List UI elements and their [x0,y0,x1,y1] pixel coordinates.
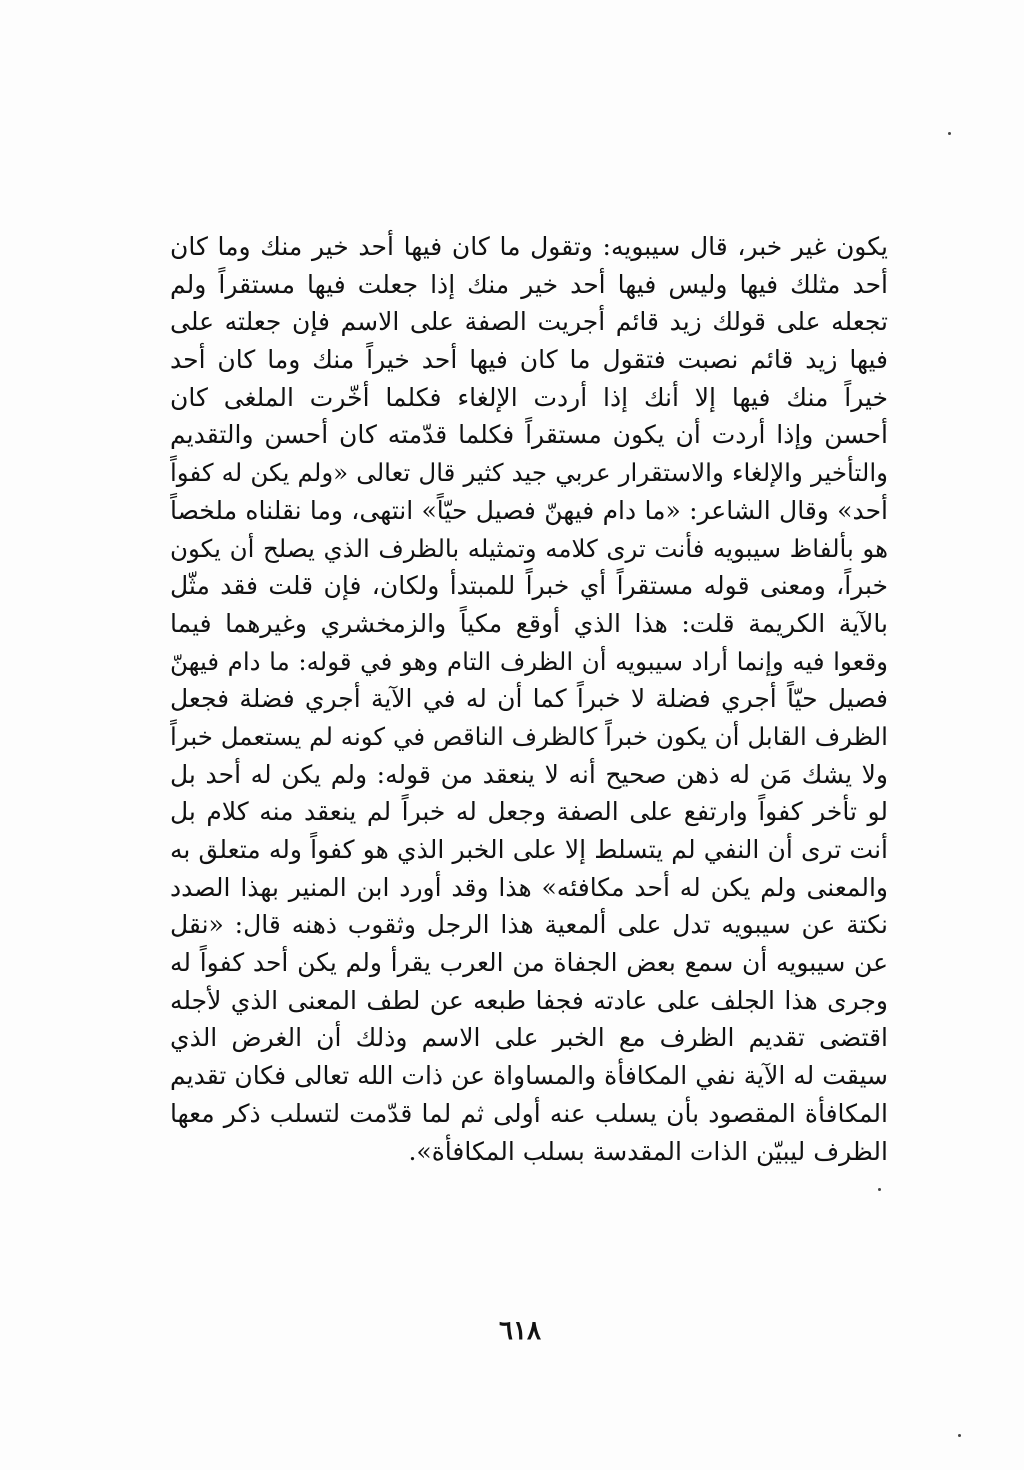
page-number: ٦١٨ [499,1316,541,1346]
scan-speck [878,1188,881,1191]
text-line: ولا يشك مَن له ذهن صحيح أنه لا ينعقد من قوله: ولم يكن له أحد بل [170,759,888,789]
body-text [170,228,888,1170]
text-line: أحد» وقال الشاعر: «ما دام فيهنّ فصيل حيّاً» انتهى، وما نقلناه ملخصاً [170,495,888,525]
text-line: سيقت له الآية نفي المكافأة والمساواة عن ذات الله تعالى فكان تقديم [170,1061,888,1091]
text-line: يكون غير خبر، قال سيبويه: وتقول ما كان فيها أحد خير منك وما كان [170,232,888,261]
text-line: عن سيبويه أن سمع بعض الجفاة من العرب يقرأ ولم يكن أحد كفواً له [170,948,888,978]
text-line: أحد مثلك فيها وليس فيها أحد خير منك إذا جعلت فيها مستقراً ولم [170,269,888,299]
text-line: فيها زيد قائم نصبت فتقول ما كان فيها أحد خيراً منك وما كان أحد [170,345,888,375]
text-line: وجرى هذا الجلف على عادته فجفا طبعه عن لطف المعنى الذي لأجله [170,985,888,1015]
text-line-last: الظرف ليبيّن الذات المقدسة بسلب المكافأة». [408,1136,888,1166]
text-line: والمعنى ولم يكن له أحد مكافئه» هذا وقد أورد ابن المنير بهذا الصدد [170,872,888,902]
text-line: أنت ترى أن النفي لم يتسلط إلا على الخبر الذي هو كفواً وله متعلق به [170,835,888,864]
scan-speck [948,132,951,135]
text-line: نكتة عن سيبويه تدل على ألمعية هذا الرجل وثقوب ذهنه قال: «نقل [170,910,888,940]
text-line: خبراً، ومعنى قوله مستقراً أي خبراً للمبتدأ ولكان، فإن قلت فقد مثّل [170,571,888,601]
text-line: خيراً منك فيها إلا أنك إذا أردت الإلغاء فكلما أخّرت الملغى كان [170,382,888,412]
scan-speck [958,1434,961,1437]
text-line: والتأخير والإلغاء والاستقرار عربي جيد كثير قال تعالى «ولم يكن له كفواً [170,458,888,488]
text-line: فصيل حيّاً أجري فضلة لا خبراً كما أن له في الآية أجري فضلة فجعل [170,684,888,714]
text-line: وقعوا فيه وإنما أراد سيبويه أن الظرف التام وهو في قوله: ما دام فيهنّ [170,646,888,676]
text-line: اقتضى تقديم الظرف مع الخبر على الاسم وذلك أن الغرض الذي [170,1023,888,1053]
text-line: بالآية الكريمة قلت: هذا الذي أوقع مكياً والزمخشري وغيرهما فيما [170,608,888,638]
text-line: هو بألفاظ سيبويه فأنت ترى كلامه وتمثيله بالظرف الذي يصلح أن يكون [170,533,888,563]
text-line: أحسن وإذا أردت أن يكون مستقراً فكلما قدّمته كان أحسن والتقديم [170,420,888,450]
text-line: الظرف القابل أن يكون خبراً كالظرف الناقص في كونه لم يستعمل خبراً [170,721,888,751]
text-line: تجعله على قولك زيد قائم أجريت الصفة على الاسم فإن جعلته على [170,307,888,337]
text-line: لو تأخر كفواً وارتفع على الصفة وجعل له خبراً لم ينعقد منه كلام بل [170,797,888,827]
text-line: المكافأة المقصود بأن يسلب عنه أولى ثم لما قدّمت لتسلب ذكر معها [170,1098,888,1128]
